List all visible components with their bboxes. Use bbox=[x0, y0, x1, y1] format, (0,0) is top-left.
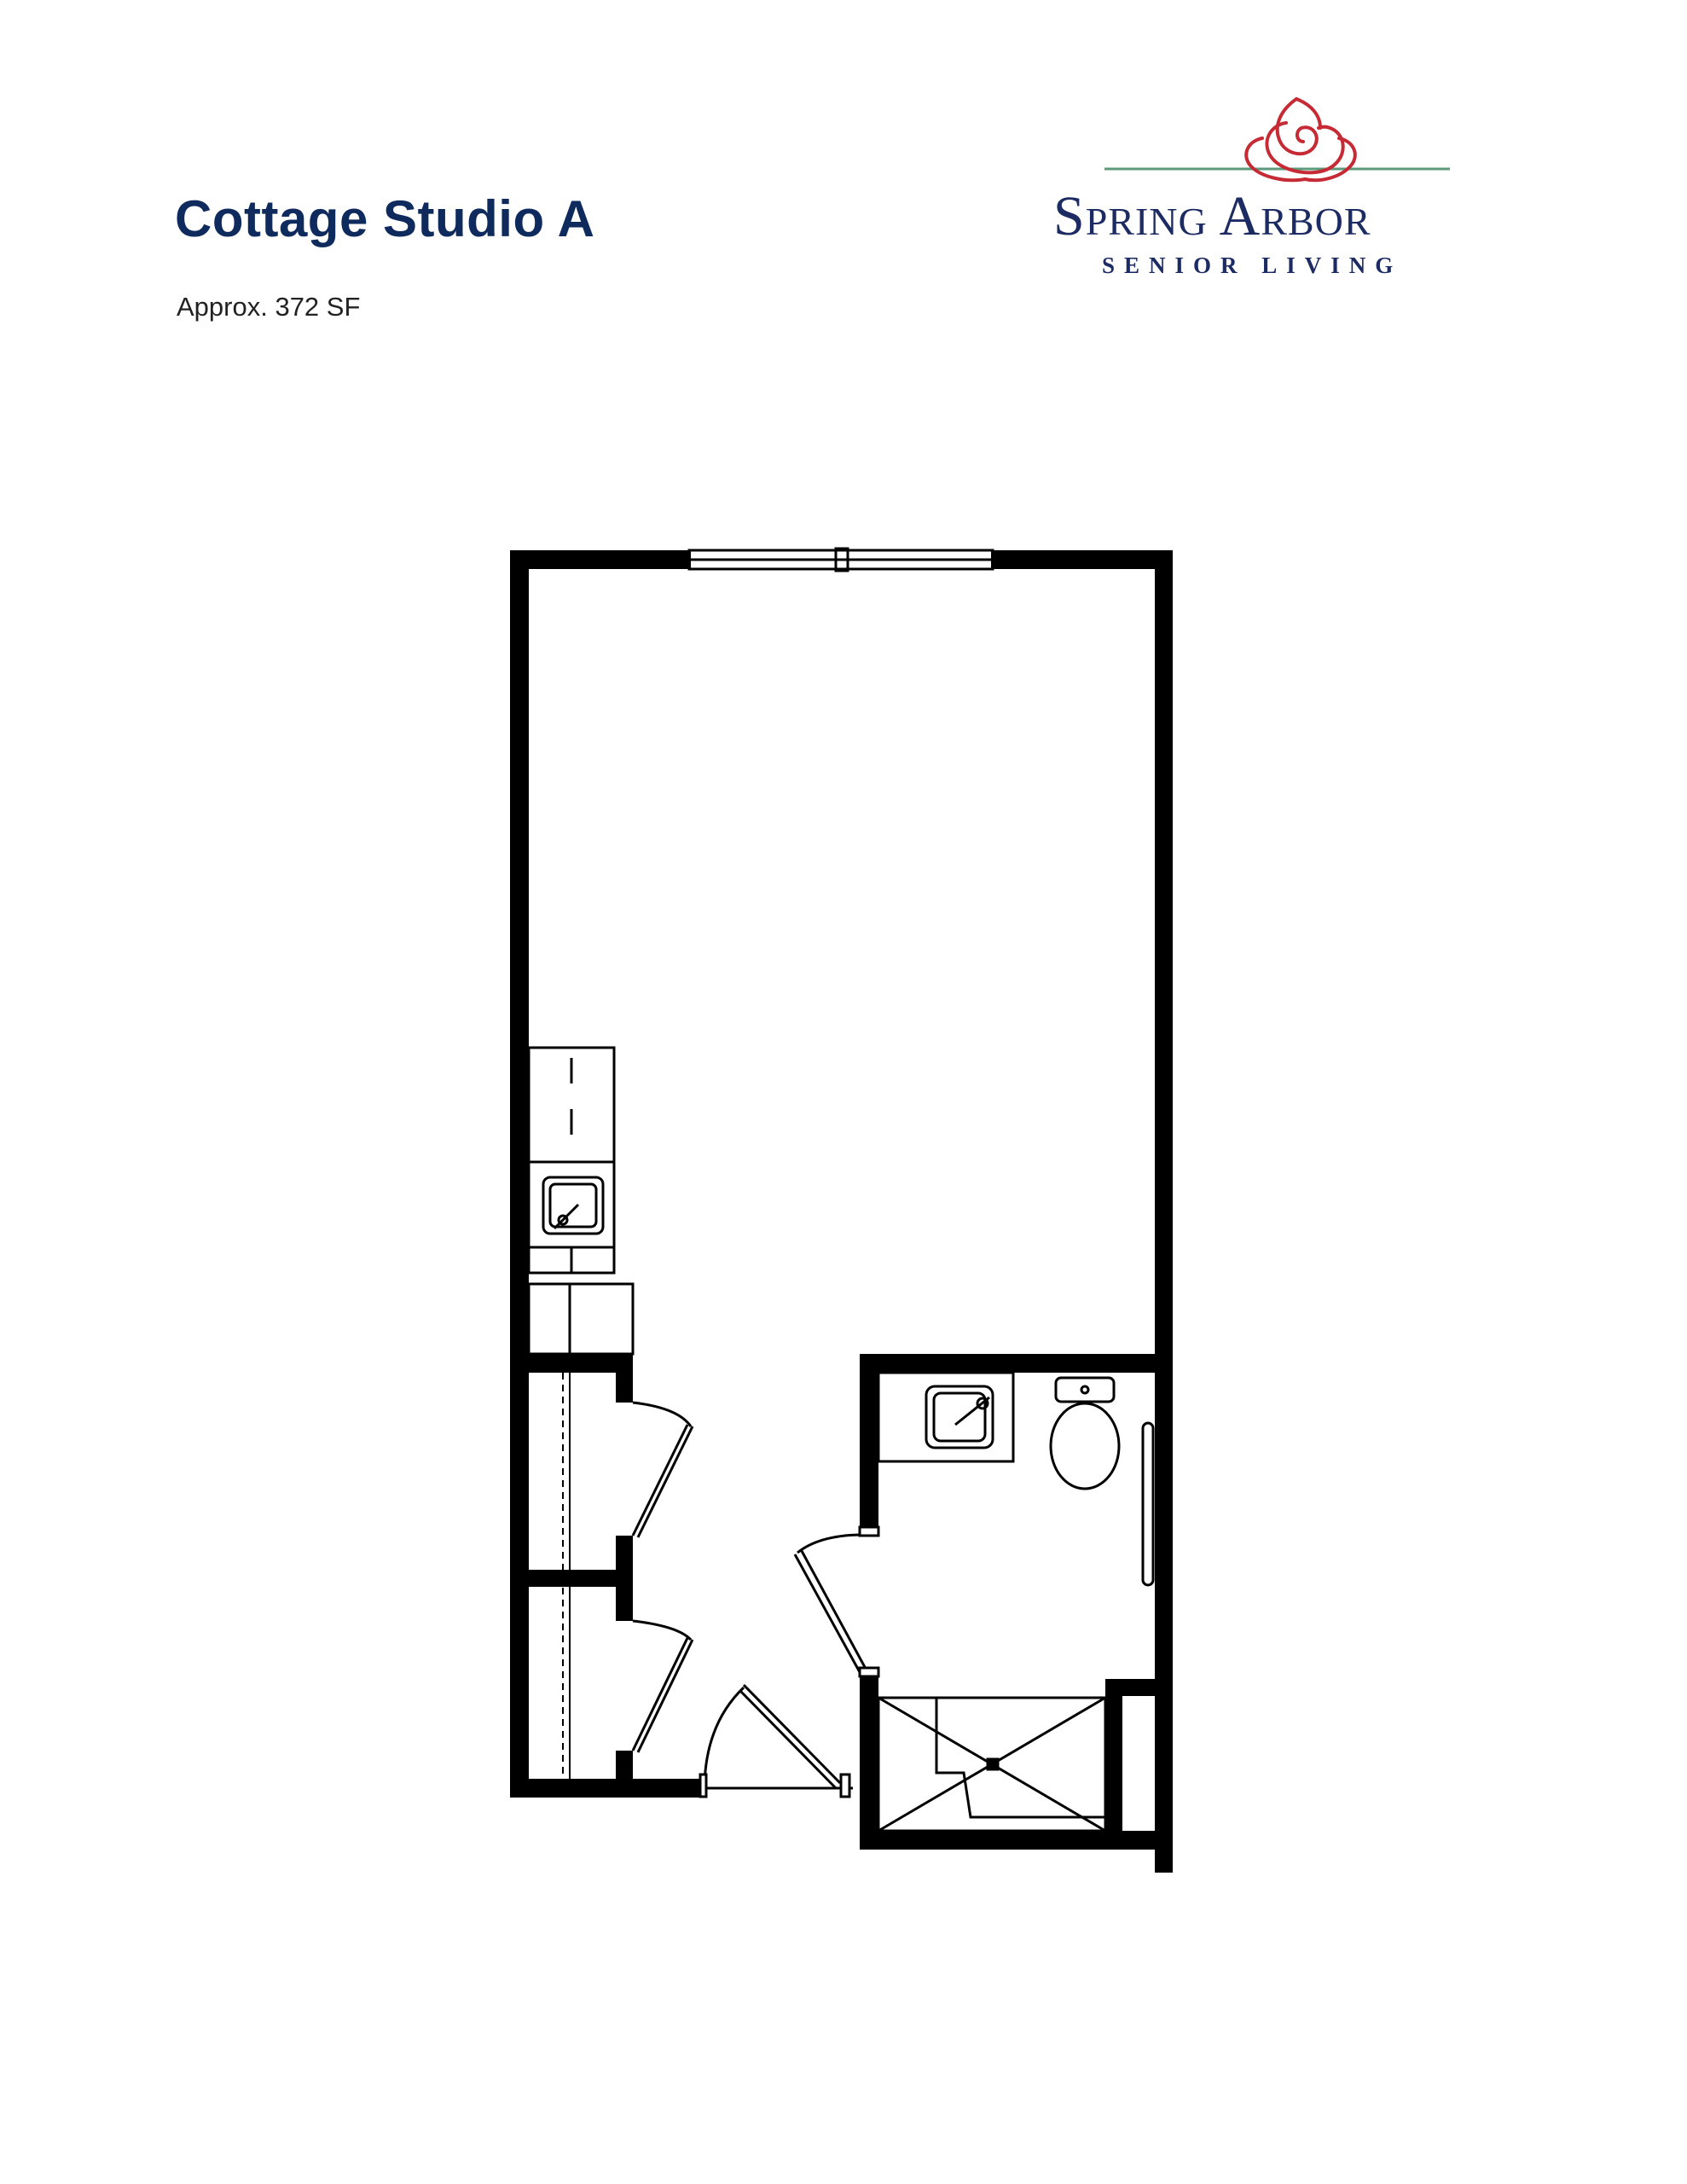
wall-left bbox=[510, 550, 529, 1798]
door-swing-icon bbox=[633, 1403, 878, 1797]
wall-bottom-left bbox=[510, 1779, 702, 1798]
area-label: Approx. 372 SF bbox=[177, 292, 361, 322]
kitchen-sink-icon bbox=[543, 1177, 603, 1234]
logo-brand: Spring Arbor bbox=[1053, 185, 1371, 247]
wall-right bbox=[1155, 550, 1173, 1873]
closet-divider-stub bbox=[616, 1536, 633, 1621]
page-title: Cottage Studio A bbox=[175, 190, 595, 247]
grab-bar-icon bbox=[1143, 1423, 1153, 1585]
wall-top-right bbox=[991, 550, 1173, 569]
walls bbox=[510, 550, 1173, 1873]
bath-wall-bottom bbox=[860, 1831, 1173, 1850]
bath-wall-left-upper bbox=[860, 1354, 878, 1535]
bath-closet-wall bbox=[1105, 1679, 1122, 1831]
toilet-icon bbox=[1051, 1378, 1119, 1489]
bath-wall-top bbox=[860, 1354, 1173, 1373]
bath-sink-icon bbox=[926, 1386, 993, 1448]
closet-wall-top-stub bbox=[616, 1354, 633, 1403]
wall-top-left bbox=[510, 550, 691, 569]
bath-closet-wall-top bbox=[1105, 1679, 1173, 1696]
closet-bottom-stub bbox=[616, 1751, 633, 1785]
window-icon bbox=[689, 549, 993, 571]
fridge bbox=[529, 1284, 633, 1354]
kitchenette bbox=[529, 1048, 633, 1354]
bath-vanity bbox=[878, 1373, 1013, 1461]
shower-icon bbox=[878, 1698, 1105, 1831]
bath-wall-left-lower bbox=[860, 1672, 878, 1850]
logo-tagline: SENIOR LIVING bbox=[1102, 253, 1403, 278]
